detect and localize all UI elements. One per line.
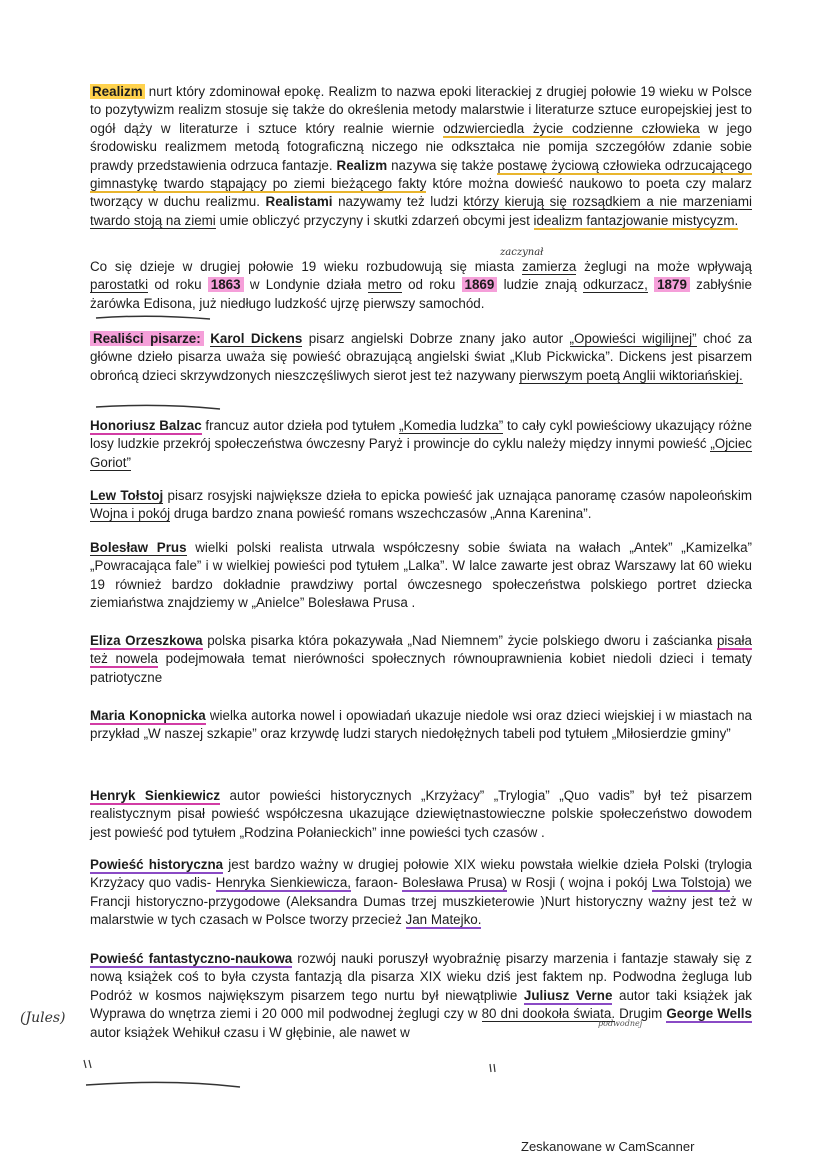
handwritten-note: podwodnej — [598, 1019, 643, 1028]
bold-text: Realizm — [336, 157, 388, 173]
text: francuz autor dzieła pod tytułem — [201, 418, 400, 433]
text: we Francji historyczno-przygodowe (Aleksandra Dumas trzej muszkieterowie )Nurt historyczny ważny jest też w malarstwie w tych czasach w Polsce tworzy przecież — [90, 875, 752, 928]
author-name: Eliza Orzeszkowa — [90, 633, 203, 648]
text: pisarz rosyjski największe dzieła to epicka powieść jak uznająca panoramę czasów napoleońskim — [163, 488, 752, 503]
highlighted-year: 1869 — [462, 277, 498, 292]
text: nazywamy też ludzi — [332, 194, 464, 210]
pen-stroke — [490, 1064, 495, 1072]
paragraph-prus — [90, 539, 752, 613]
underlined-text: „Ojciec Goriot” — [90, 436, 752, 470]
pen-stroke — [86, 1082, 240, 1087]
term-realizm: Realizm — [92, 84, 143, 99]
text: wielki polski realista utrwala współczesny sobie świata na wałach „Antek” „Kamizelka” „Powracająca fale” i w wielkiej powieści pod tytułem „Lalka”. W lalce zawarte jest obraz Warszawy lat 60 wieku 19 również bardzo dokładnie prawdziwy portal ówczesnego społeczeństwa polskiego portret dziecka ziemiaństwa znajdziemy w „Anielce” Bolesława Prusa . — [90, 540, 752, 611]
text: ludzie znają — [497, 277, 584, 293]
text: Drugim — [615, 1006, 667, 1022]
section-heading: Powieść historyczna — [90, 857, 224, 872]
section-heading: Powieść fantastyczno-naukowa — [90, 951, 293, 966]
author-name: Henryk Sienkiewicz — [90, 788, 221, 803]
underlined-text: odkurzacz, — [583, 277, 648, 293]
text: pisarz angielski Dobrze znany jako autor — [302, 331, 570, 346]
underlined-text: postawę życiową człowieka odrzucającego gimnastykę twardo stąpający po ziemi bieżącego fakty — [90, 157, 752, 192]
text: polska pisarka która pokazywała „Nad Niemnem” życie polskiego dworu i zaścianka — [202, 633, 717, 648]
text: w Rosji ( wojna i pokój — [507, 875, 652, 891]
underlined-text: pierwszym poetą Anglii wiktoriańskiej. — [519, 367, 743, 383]
paragraph-dickens — [90, 330, 752, 385]
author-name: Juliusz Verne — [523, 987, 613, 1003]
text: Co się dzieje w drugiej połowie 19 wieku rozbudowują się miasta — [90, 259, 523, 274]
underlined-text: parostatki — [90, 277, 149, 293]
underlined-text: odzwierciedla życie codzienne człowieka — [443, 120, 700, 136]
author-name: Bolesław Prus — [90, 540, 187, 555]
underlined-text: pisała też nowela — [90, 633, 752, 667]
text: wielka autorka nowel i opowiadań ukazuje niedole wsi oraz dzieci wiejskiej i w miastach na przykład „W naszej szkapie” oraz krzywdę ludzi starych niedołężnych tabeli pod tytułem „Miłosierdzie gminy” — [90, 708, 752, 742]
underlined-text: „Opowieści wigilijnej” — [569, 331, 697, 346]
paragraph-orzeszkowa — [90, 632, 752, 687]
text: umie obliczyć przyczyny i skutki zdarzeń obcymi jest — [215, 212, 534, 228]
text: druga bardzo znana powieść romans wszechczasów „Anna Karenina”. — [170, 506, 592, 522]
text: jest bardzo ważny w drugiej połowie XIX wieku powstała wielkie dzieła Polski (trylogia Krzyżacy quo vadis- — [90, 857, 752, 891]
text: zabłyśnie żarówka Edisona, już niedługo ludzkość ujrzę pierwszy samochód. — [90, 277, 752, 311]
underlined-text: którzy kierują się rozsądkiem a nie marzeniami twardo stoją na ziemi — [90, 194, 752, 228]
text: autor książek Wehikuł czasu i W głębinie, ale nawet w — [90, 1024, 410, 1040]
text: w Londynie działa — [243, 277, 368, 293]
text: w jego środowisku realizmem metodą fotograficzną niczego nie odkształca nie pomija szczegółów zdanie sobie prawdy przedstawienia odrzuca fantazje. — [90, 120, 752, 173]
underlined-text: metro — [367, 277, 402, 293]
section-heading: Realiści pisarze: — [90, 331, 204, 346]
underlined-text: Henryka Sienkiewicza, — [215, 875, 351, 891]
text: nazywa się także — [387, 157, 498, 173]
paragraph-xix-wiek — [90, 258, 752, 313]
text: autor taki książek jak Wyprawa do wnętrza ziemi i 20 000 mil podwodnej żeglugi czy w — [90, 987, 752, 1022]
paragraph-realizm — [90, 83, 752, 230]
author-name: Lew Tołstoj — [90, 488, 164, 503]
margin-note: (Jules) — [20, 1010, 66, 1026]
author-name: Karol Dickens — [210, 331, 303, 346]
text: to cały cykl powieściowy ukazujący różne losy ludzkie przekrój społeczeństwa ówczesny Paryż i prowincje do cyklu należy między innymi powieść — [90, 418, 752, 452]
paragraph-tolstoj — [90, 487, 752, 524]
text: nurt który zdominował epokę. Realizm to nazwa epoki literackiej z drugiej połowie 19 wieku w Polsce to pozytywizm realizm stosuje się także do określenia metody malarstwie i literaturze sztuce europejskiej jest to ogół dąży w literaturze i sztuce który realnie wiernie — [90, 84, 752, 136]
author-name: Maria Konopnicka — [90, 708, 206, 723]
paragraph-powiesc-fantastyczna — [90, 950, 752, 1042]
text: od roku — [148, 277, 208, 293]
bold-text: Realistami — [265, 194, 333, 210]
text: autor powieści historycznych „Krzyżacy” „Trylogia” „Quo vadis” był też pisarzem realistycznym pisał powieść współczesna ukazujące dziewiętnastowieczne polskie społeczeństwo dowodem jest powieść pod tytułem „Rodzina Połanieckich” inne powieści tych czasów . — [90, 788, 752, 840]
text: rozwój nauki poruszył wyobraźnię pisarzy marzenia i fantazje stawały się z nową książek coś to była czysta fantazją dla pisarza XIX wieku dziś jest faktem np. Podwodna żegluga lub Podróż w kosmos największym pisarzem tego nurtu był niewątpliwie — [90, 951, 752, 1003]
paragraph-balzac — [90, 417, 752, 472]
text: faraon- — [351, 875, 403, 891]
pen-stroke — [96, 316, 210, 319]
pen-stroke — [84, 1060, 91, 1068]
author-name: George Wells — [666, 1006, 752, 1022]
paragraph-powiesc-historyczna — [90, 856, 752, 930]
underlined-text: 80 dni dookoła świata. — [481, 1006, 616, 1022]
highlighted-year: 1863 — [208, 277, 244, 292]
underlined-text: Wojna i pokój — [90, 506, 171, 522]
highlighted-year: 1879 — [654, 277, 690, 292]
scanner-watermark: Zeskanowane w CamScanner — [521, 1139, 695, 1154]
underlined-text: „Komedia ludzka” — [399, 418, 504, 433]
underlined-text: Lwa Tolstoja) — [651, 875, 731, 891]
paragraph-sienkiewicz — [90, 787, 752, 842]
pen-stroke — [96, 405, 220, 409]
handwritten-note: zaczynał — [500, 247, 544, 258]
paragraph-konopnicka — [90, 707, 752, 744]
author-name: Honoriusz Balzac — [90, 418, 202, 433]
underlined-text: zamierza — [522, 259, 577, 274]
text: podejmowała temat nierówności społecznych równouprawnienia kobiet niedoli dzieci i tematy patriotyczne — [90, 651, 752, 685]
underlined-text: Bolesława Prusa) — [402, 875, 508, 891]
text: choć za główne dzieło pisarza uważa się powieść obrazującą angielski świat „Klub Pickwicka”. Dickens jest pisarzem obrońcą dzieci skrzywdzonych nieszczęśliwych sierot jest też nazywany — [90, 331, 752, 383]
underlined-text: Jan Matejko. — [405, 912, 482, 928]
underlined-text: idealizm fantazjowanie mistycyzm. — [533, 212, 739, 228]
text: żeglugi na może wpływają — [576, 259, 752, 274]
text: od roku — [401, 277, 462, 293]
text: które można dowieść naukowo to poeta czy malarz tworzący w duchu realizmu. — [90, 176, 752, 210]
